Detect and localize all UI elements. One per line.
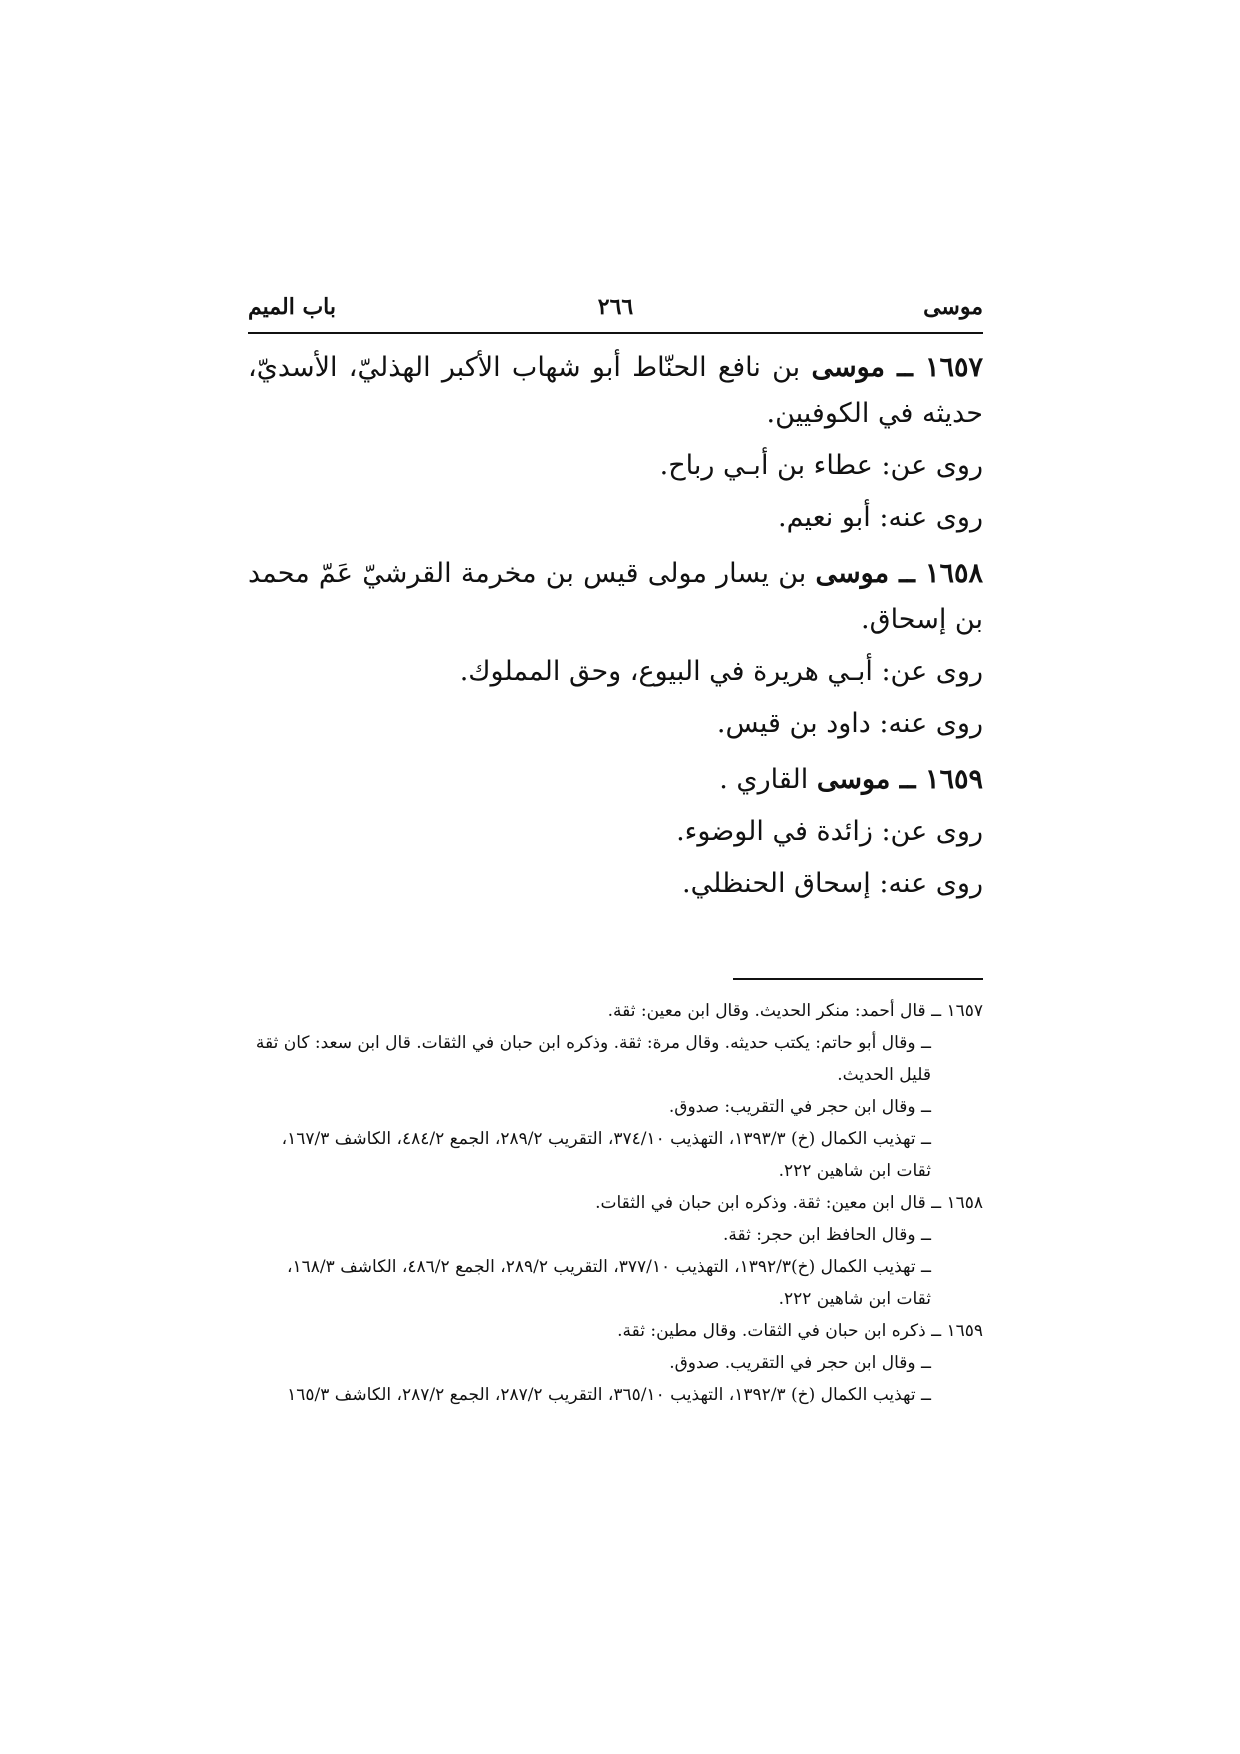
entry-heading <box>248 345 983 437</box>
entry-name: موسى <box>815 558 890 589</box>
footnote-line: ــ وقال ابن حجر في التقريب. صدوق. <box>669 1353 931 1373</box>
footnote-number: ١٦٥٨ <box>946 1193 983 1213</box>
narrated-from: روى عن: زائدة في الوضوء. <box>676 816 983 847</box>
entry-number: ١٦٥٧ <box>925 352 984 383</box>
footnote-1657 <box>248 995 983 1187</box>
footnotes <box>248 995 983 1411</box>
entry-number: ١٦٥٩ <box>924 764 983 795</box>
entry-dash: ــ <box>889 558 925 589</box>
entry-heading <box>248 551 983 643</box>
header-chapter-title: باب الميم <box>248 294 337 320</box>
entry-name: موسى <box>811 352 886 383</box>
footnote-first-line <box>248 1315 983 1347</box>
entry-dash: ــ <box>890 764 925 795</box>
entry-dash: ــ <box>885 352 925 383</box>
footnote-line: ــ وقال الحافظ ابن حجر: ثقة. <box>722 1225 931 1245</box>
footnote-text: ــ قال أحمد: منكر الحديث. وقال ابن معين: ثقة. <box>607 1001 947 1021</box>
footnote-first-line <box>248 1187 983 1219</box>
header-entry-name: موسى <box>923 294 983 320</box>
footnote-text: ــ ذكره ابن حبان في الثقات. وقال مطين: ثقة. <box>617 1321 947 1341</box>
narrated-by: روى عنه: أبو نعيم. <box>778 502 983 533</box>
footnote-first-line <box>248 995 983 1027</box>
entry-description: بن نافع الحنّاط أبو شهاب الأكبر الهذليّ، الأسديّ، حديثه في الكوفيين. <box>248 352 983 429</box>
footnote-line: ــ تهذيب الكمال (خ)١٣٩٢/٣، التهذيب ٣٧٧/١٠، التقريب ٢٨٩/٢، الجمع ٤٨٦/٢، الكاشف ١٦٨/٣، ثقات ابن شاهين ٢٢٢. <box>287 1257 931 1309</box>
entry-number: ١٦٥٨ <box>924 558 983 589</box>
footnote-1659 <box>248 1315 983 1411</box>
entry-1659 <box>248 757 983 907</box>
entry-1657 <box>248 345 983 541</box>
footnote-line: ــ وقال أبو حاتم: يكتب حديثه. وقال مرة: ثقة. وذكره ابن حبان في الثقات. قال ابن سعد: كان ثقة قليل الحديث. <box>255 1033 931 1085</box>
entry-heading <box>248 757 983 803</box>
main-text <box>248 345 983 917</box>
entry-1658 <box>248 551 983 747</box>
footnote-text: ــ قال ابن معين: ثقة. وذكره ابن حبان في الثقات. <box>595 1193 947 1213</box>
footnote-line: ــ وقال ابن حجر في التقريب: صدوق. <box>668 1097 931 1117</box>
narrated-by: روى عنه: داود بن قيس. <box>716 708 983 739</box>
narrated-from: روى عن: عطاء بن أبـي رباح. <box>659 450 983 481</box>
footnote-line: ــ تهذيب الكمال (خ) ١٣٩٢/٣، التهذيب ٣٦٥/١٠، التقريب ٢٨٧/٢، الجمع ٢٨٧/٢، الكاشف ١٦٥/٣ <box>287 1385 931 1405</box>
footnote-separator <box>733 978 983 980</box>
entry-description: بن يسار مولى قيس بن مخرمة القرشيّ عَمّ محمد بن إسحاق. <box>248 558 983 635</box>
narrated-from: روى عن: أبـي هريرة في البيوع، وحق المملوك. <box>459 656 983 687</box>
footnote-line: ــ تهذيب الكمال (خ) ١٣٩٣/٣، التهذيب ٣٧٤/١٠، التقريب ٢٨٩/٢، الجمع ٤٨٤/٢، الكاشف ١٦٧/٣، ثقات ابن شاهين ٢٢٢. <box>281 1129 931 1181</box>
entry-name: موسى <box>816 764 891 795</box>
footnote-number: ١٦٥٧ <box>946 1001 983 1021</box>
footnote-number: ١٦٥٩ <box>946 1321 983 1341</box>
entry-description: القاري . <box>719 764 817 795</box>
narrated-by: روى عنه: إسحاق الحنظلي. <box>682 868 983 899</box>
page-number: ٢٦٦ <box>597 294 634 320</box>
running-header <box>248 288 983 334</box>
footnote-1658 <box>248 1187 983 1315</box>
